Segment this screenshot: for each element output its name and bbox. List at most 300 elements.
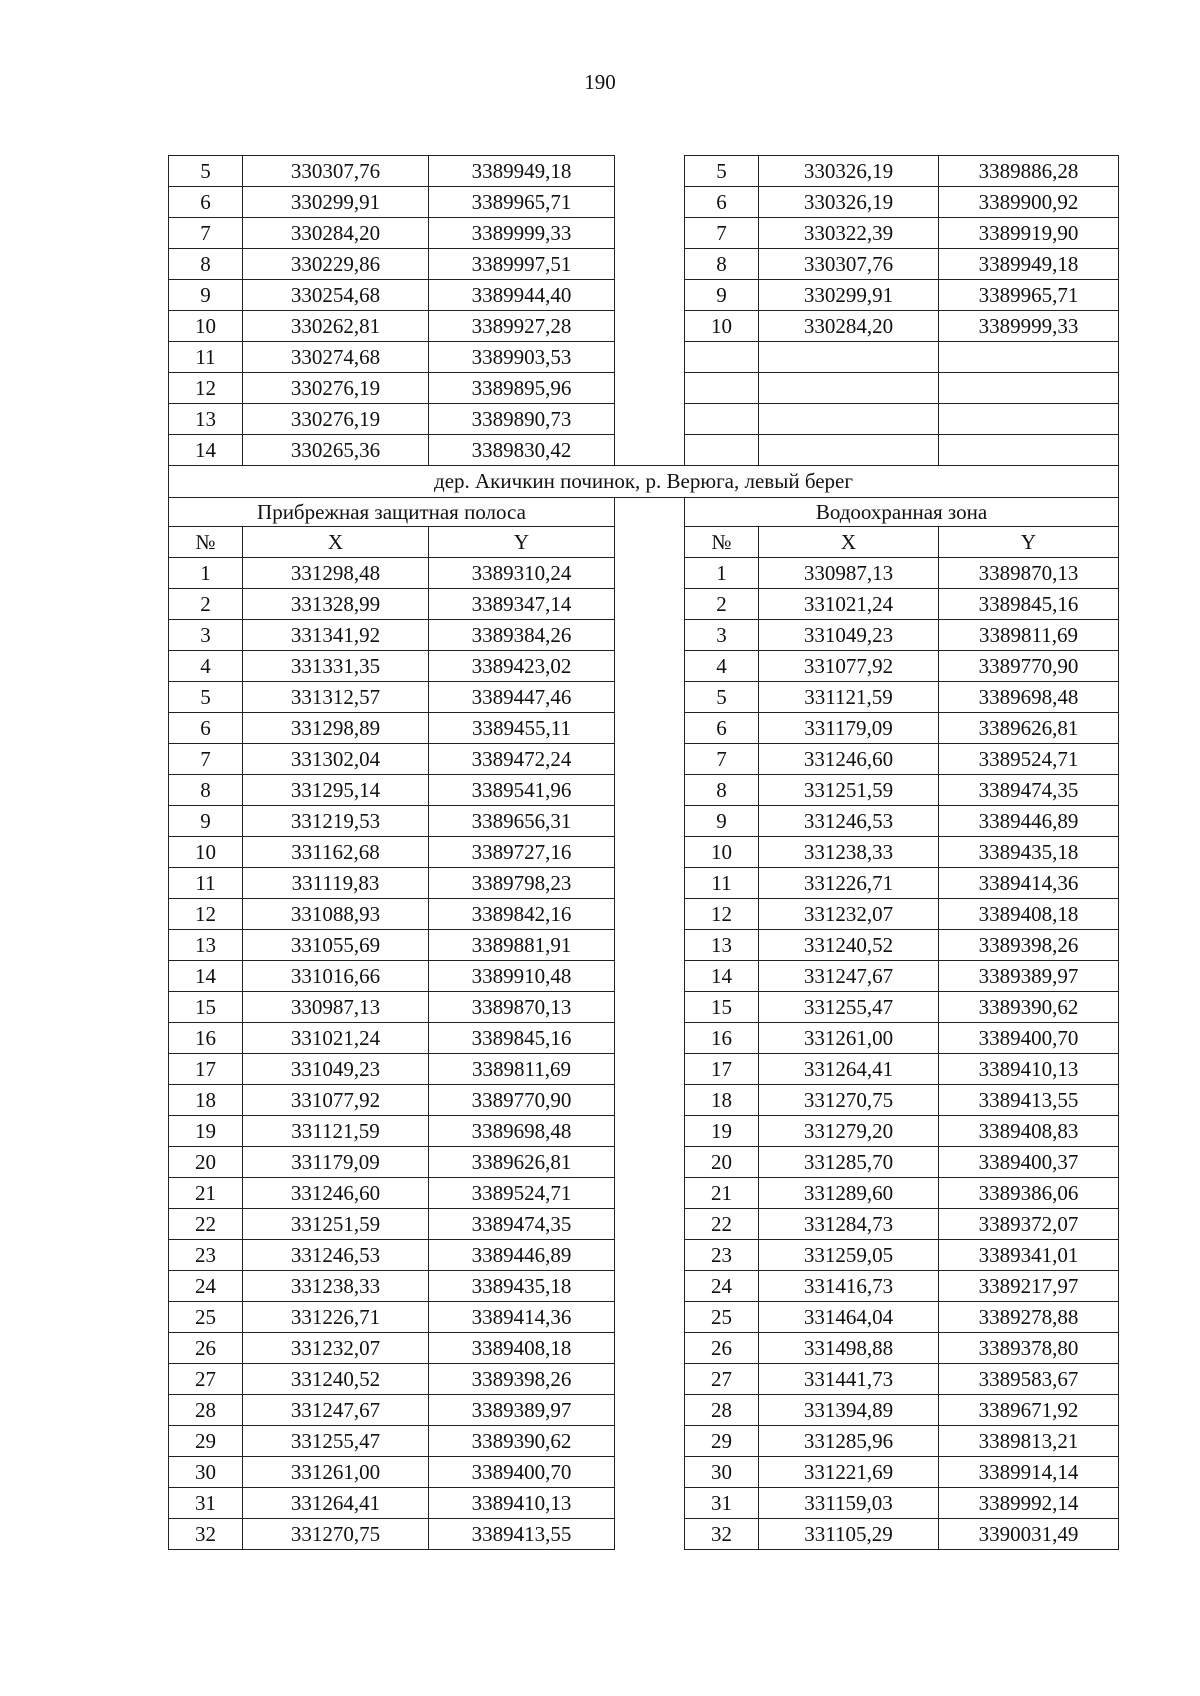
right-point-number: 5 <box>685 156 759 187</box>
table-gap <box>615 682 685 713</box>
left-x-coordinate: 331295,14 <box>243 775 429 806</box>
left-point-number: 15 <box>169 992 243 1023</box>
left-point-number: 26 <box>169 1333 243 1364</box>
table-gap <box>615 1488 685 1519</box>
table-gap <box>615 1240 685 1271</box>
left-point-number: 6 <box>169 713 243 744</box>
right-y-coordinate: 3389386,06 <box>939 1178 1119 1209</box>
left-y-coordinate: 3389870,13 <box>429 992 615 1023</box>
right-y-coordinate: 3389583,67 <box>939 1364 1119 1395</box>
table-gap <box>615 899 685 930</box>
left-point-number: 8 <box>169 775 243 806</box>
left-x-coordinate: 331232,07 <box>243 1333 429 1364</box>
right-point-number <box>685 342 759 373</box>
table-row <box>169 373 1119 404</box>
left-point-number: 16 <box>169 1023 243 1054</box>
left-point-number: 7 <box>169 218 243 249</box>
left-y-coordinate: 3389842,16 <box>429 899 615 930</box>
table-gap <box>615 620 685 651</box>
right-point-number: 29 <box>685 1426 759 1457</box>
table-gap <box>615 435 685 466</box>
left-y-coordinate: 3389881,91 <box>429 930 615 961</box>
left-col-x: X <box>243 527 429 558</box>
table-row <box>169 342 1119 373</box>
left-y-coordinate: 3389626,81 <box>429 1147 615 1178</box>
right-heading: Водоохранная зона <box>685 498 1119 527</box>
left-y-coordinate: 3389910,48 <box>429 961 615 992</box>
left-y-coordinate: 3389949,18 <box>429 156 615 187</box>
left-y-coordinate: 3389656,31 <box>429 806 615 837</box>
table-row <box>169 1395 1119 1426</box>
right-y-coordinate: 3389886,28 <box>939 156 1119 187</box>
table-row <box>169 1519 1119 1550</box>
right-y-coordinate: 3389414,36 <box>939 868 1119 899</box>
coordinates-table <box>168 155 1119 1550</box>
left-x-coordinate: 331251,59 <box>243 1209 429 1240</box>
table-row <box>169 1085 1119 1116</box>
table-gap <box>615 651 685 682</box>
table-row <box>169 187 1119 218</box>
left-y-coordinate: 3389944,40 <box>429 280 615 311</box>
right-point-number: 4 <box>685 651 759 682</box>
right-x-coordinate: 331240,52 <box>759 930 939 961</box>
right-y-coordinate: 3389278,88 <box>939 1302 1119 1333</box>
table-gap <box>615 498 685 527</box>
right-x-coordinate <box>759 404 939 435</box>
right-point-number: 8 <box>685 249 759 280</box>
table-row <box>169 682 1119 713</box>
left-x-coordinate: 331246,53 <box>243 1240 429 1271</box>
table-row <box>169 930 1119 961</box>
table-gap <box>615 775 685 806</box>
left-point-number: 27 <box>169 1364 243 1395</box>
table-gap <box>615 1116 685 1147</box>
right-x-coordinate: 331246,60 <box>759 744 939 775</box>
right-y-coordinate: 3389474,35 <box>939 775 1119 806</box>
left-x-coordinate: 330254,68 <box>243 280 429 311</box>
left-point-number: 4 <box>169 651 243 682</box>
left-y-coordinate: 3389398,26 <box>429 1364 615 1395</box>
right-point-number: 27 <box>685 1364 759 1395</box>
right-x-coordinate: 331259,05 <box>759 1240 939 1271</box>
table-gap <box>615 249 685 280</box>
left-y-coordinate: 3389410,13 <box>429 1488 615 1519</box>
table-row <box>169 311 1119 342</box>
table-row <box>169 1240 1119 1271</box>
table-row <box>169 1426 1119 1457</box>
right-y-coordinate: 3389811,69 <box>939 620 1119 651</box>
left-x-coordinate: 330276,19 <box>243 404 429 435</box>
right-point-number: 9 <box>685 806 759 837</box>
left-y-coordinate: 3389400,70 <box>429 1457 615 1488</box>
right-x-coordinate <box>759 342 939 373</box>
left-x-coordinate: 331246,60 <box>243 1178 429 1209</box>
left-y-coordinate: 3389408,18 <box>429 1333 615 1364</box>
table-gap <box>615 558 685 589</box>
right-y-coordinate: 3389965,71 <box>939 280 1119 311</box>
left-x-coordinate: 331240,52 <box>243 1364 429 1395</box>
table-gap <box>615 373 685 404</box>
right-x-coordinate: 331251,59 <box>759 775 939 806</box>
right-y-coordinate: 3389992,14 <box>939 1488 1119 1519</box>
table-gap <box>615 187 685 218</box>
table-row <box>169 1178 1119 1209</box>
table-row <box>169 1054 1119 1085</box>
left-y-coordinate: 3389435,18 <box>429 1271 615 1302</box>
table-row <box>169 558 1119 589</box>
table-gap <box>615 1178 685 1209</box>
table-row <box>169 651 1119 682</box>
right-y-coordinate: 3389217,97 <box>939 1271 1119 1302</box>
right-y-coordinate <box>939 404 1119 435</box>
table-gap <box>615 589 685 620</box>
right-point-number: 23 <box>685 1240 759 1271</box>
right-y-coordinate: 3389413,55 <box>939 1085 1119 1116</box>
left-point-number: 18 <box>169 1085 243 1116</box>
right-x-coordinate: 331246,53 <box>759 806 939 837</box>
table-gap <box>615 1209 685 1240</box>
table-gap <box>615 1426 685 1457</box>
right-y-coordinate: 3389999,33 <box>939 311 1119 342</box>
right-x-coordinate: 330299,91 <box>759 280 939 311</box>
left-point-number: 28 <box>169 1395 243 1426</box>
left-y-coordinate: 3389965,71 <box>429 187 615 218</box>
right-x-coordinate: 331285,96 <box>759 1426 939 1457</box>
table-row <box>169 837 1119 868</box>
left-x-coordinate: 330987,13 <box>243 992 429 1023</box>
left-y-coordinate: 3389347,14 <box>429 589 615 620</box>
table-row <box>169 775 1119 806</box>
left-x-coordinate: 331312,57 <box>243 682 429 713</box>
left-y-coordinate: 3389927,28 <box>429 311 615 342</box>
left-point-number: 9 <box>169 806 243 837</box>
right-x-coordinate: 330326,19 <box>759 156 939 187</box>
right-y-coordinate: 3389671,92 <box>939 1395 1119 1426</box>
right-y-coordinate <box>939 435 1119 466</box>
right-point-number: 31 <box>685 1488 759 1519</box>
table-row <box>169 1457 1119 1488</box>
table-row <box>169 1271 1119 1302</box>
right-point-number: 8 <box>685 775 759 806</box>
left-x-coordinate: 331328,99 <box>243 589 429 620</box>
left-x-coordinate: 330307,76 <box>243 156 429 187</box>
left-point-number: 3 <box>169 620 243 651</box>
right-x-coordinate: 331105,29 <box>759 1519 939 1550</box>
right-y-coordinate: 3389408,18 <box>939 899 1119 930</box>
right-point-number: 1 <box>685 558 759 589</box>
right-point-number: 25 <box>685 1302 759 1333</box>
left-point-number: 14 <box>169 961 243 992</box>
top-block <box>169 156 1119 466</box>
left-x-coordinate: 330299,91 <box>243 187 429 218</box>
section-title: дер. Акичкин починок, р. Верюга, левый берег <box>169 466 1119 498</box>
table-row <box>169 961 1119 992</box>
left-y-coordinate: 3389524,71 <box>429 1178 615 1209</box>
left-x-coordinate: 331119,83 <box>243 868 429 899</box>
left-y-coordinate: 3389845,16 <box>429 1023 615 1054</box>
left-x-coordinate: 330262,81 <box>243 311 429 342</box>
right-point-number: 26 <box>685 1333 759 1364</box>
left-point-number: 31 <box>169 1488 243 1519</box>
left-point-number: 30 <box>169 1457 243 1488</box>
right-x-coordinate <box>759 373 939 404</box>
right-point-number: 2 <box>685 589 759 620</box>
table-row <box>169 1333 1119 1364</box>
left-x-coordinate: 330274,68 <box>243 342 429 373</box>
left-x-coordinate: 331331,35 <box>243 651 429 682</box>
table-row <box>169 1488 1119 1519</box>
right-y-coordinate <box>939 373 1119 404</box>
right-point-number: 15 <box>685 992 759 1023</box>
right-y-coordinate <box>939 342 1119 373</box>
right-point-number: 22 <box>685 1209 759 1240</box>
table-gap <box>615 1302 685 1333</box>
left-x-coordinate: 330276,19 <box>243 373 429 404</box>
left-col-number: № <box>169 527 243 558</box>
right-x-coordinate: 331021,24 <box>759 589 939 620</box>
left-point-number: 23 <box>169 1240 243 1271</box>
right-x-coordinate: 331441,73 <box>759 1364 939 1395</box>
left-point-number: 5 <box>169 682 243 713</box>
table-gap <box>615 404 685 435</box>
left-y-coordinate: 3389384,26 <box>429 620 615 651</box>
right-x-coordinate: 331159,03 <box>759 1488 939 1519</box>
right-x-coordinate: 331121,59 <box>759 682 939 713</box>
right-y-coordinate: 3389698,48 <box>939 682 1119 713</box>
right-x-coordinate: 330987,13 <box>759 558 939 589</box>
left-y-coordinate: 3389455,11 <box>429 713 615 744</box>
left-y-coordinate: 3389895,96 <box>429 373 615 404</box>
right-y-coordinate: 3389919,90 <box>939 218 1119 249</box>
left-y-coordinate: 3389541,96 <box>429 775 615 806</box>
right-col-number: № <box>685 527 759 558</box>
left-point-number: 22 <box>169 1209 243 1240</box>
table-gap <box>615 156 685 187</box>
table-row <box>169 589 1119 620</box>
table-row <box>169 899 1119 930</box>
table-gap <box>615 744 685 775</box>
bottom-block <box>169 558 1119 1550</box>
right-point-number: 30 <box>685 1457 759 1488</box>
left-y-coordinate: 3389414,36 <box>429 1302 615 1333</box>
table-row <box>169 1023 1119 1054</box>
left-x-coordinate: 330265,36 <box>243 435 429 466</box>
left-point-number: 10 <box>169 837 243 868</box>
left-y-coordinate: 3389890,73 <box>429 404 615 435</box>
left-y-coordinate: 3389798,23 <box>429 868 615 899</box>
left-x-coordinate: 331121,59 <box>243 1116 429 1147</box>
right-point-number: 12 <box>685 899 759 930</box>
left-x-coordinate: 331077,92 <box>243 1085 429 1116</box>
left-y-coordinate: 3389997,51 <box>429 249 615 280</box>
right-point-number: 10 <box>685 837 759 868</box>
left-point-number: 8 <box>169 249 243 280</box>
right-x-coordinate: 330307,76 <box>759 249 939 280</box>
right-y-coordinate: 3389524,71 <box>939 744 1119 775</box>
left-y-coordinate: 3389698,48 <box>429 1116 615 1147</box>
right-y-coordinate: 3389389,97 <box>939 961 1119 992</box>
left-point-number: 10 <box>169 311 243 342</box>
table-gap <box>615 1519 685 1550</box>
right-point-number: 20 <box>685 1147 759 1178</box>
table-row <box>169 156 1119 187</box>
right-x-coordinate: 331221,69 <box>759 1457 939 1488</box>
right-point-number: 11 <box>685 868 759 899</box>
left-x-coordinate: 331088,93 <box>243 899 429 930</box>
left-y-coordinate: 3389811,69 <box>429 1054 615 1085</box>
left-point-number: 2 <box>169 589 243 620</box>
right-y-coordinate: 3389770,90 <box>939 651 1119 682</box>
right-point-number: 16 <box>685 1023 759 1054</box>
left-point-number: 12 <box>169 373 243 404</box>
left-point-number: 13 <box>169 930 243 961</box>
left-point-number: 11 <box>169 342 243 373</box>
table-gap <box>615 311 685 342</box>
right-y-coordinate: 3389900,92 <box>939 187 1119 218</box>
right-x-coordinate: 331279,20 <box>759 1116 939 1147</box>
table-gap <box>615 1364 685 1395</box>
right-point-number: 24 <box>685 1271 759 1302</box>
right-point-number: 10 <box>685 311 759 342</box>
left-y-coordinate: 3389903,53 <box>429 342 615 373</box>
right-y-coordinate: 3389446,89 <box>939 806 1119 837</box>
left-point-number: 24 <box>169 1271 243 1302</box>
left-point-number: 17 <box>169 1054 243 1085</box>
left-x-coordinate: 331298,89 <box>243 713 429 744</box>
left-y-coordinate: 3389727,16 <box>429 837 615 868</box>
table-row <box>169 280 1119 311</box>
table-gap <box>615 1395 685 1426</box>
table-row <box>169 1116 1119 1147</box>
right-y-coordinate: 3389626,81 <box>939 713 1119 744</box>
left-y-coordinate: 3389310,24 <box>429 558 615 589</box>
right-x-coordinate: 331049,23 <box>759 620 939 651</box>
left-point-number: 14 <box>169 435 243 466</box>
right-point-number: 18 <box>685 1085 759 1116</box>
right-point-number: 14 <box>685 961 759 992</box>
right-point-number: 7 <box>685 218 759 249</box>
left-x-coordinate: 330284,20 <box>243 218 429 249</box>
table-row <box>169 435 1119 466</box>
left-y-coordinate: 3389447,46 <box>429 682 615 713</box>
right-x-coordinate: 331179,09 <box>759 713 939 744</box>
section-header <box>169 466 1119 558</box>
left-point-number: 25 <box>169 1302 243 1333</box>
right-y-coordinate: 3389378,80 <box>939 1333 1119 1364</box>
left-x-coordinate: 331226,71 <box>243 1302 429 1333</box>
right-y-coordinate: 3389845,16 <box>939 589 1119 620</box>
right-point-number: 5 <box>685 682 759 713</box>
table-row <box>169 992 1119 1023</box>
table-row <box>169 1209 1119 1240</box>
right-point-number: 19 <box>685 1116 759 1147</box>
right-y-coordinate: 3389813,21 <box>939 1426 1119 1457</box>
right-y-coordinate: 3389870,13 <box>939 558 1119 589</box>
right-x-coordinate: 331077,92 <box>759 651 939 682</box>
right-y-coordinate: 3389914,14 <box>939 1457 1119 1488</box>
table-gap <box>615 1054 685 1085</box>
left-x-coordinate: 331255,47 <box>243 1426 429 1457</box>
table-gap <box>615 218 685 249</box>
table-row <box>169 620 1119 651</box>
left-col-y: Y <box>429 527 615 558</box>
left-x-coordinate: 331055,69 <box>243 930 429 961</box>
left-x-coordinate: 331016,66 <box>243 961 429 992</box>
right-x-coordinate: 331264,41 <box>759 1054 939 1085</box>
left-point-number: 32 <box>169 1519 243 1550</box>
table-gap <box>615 1271 685 1302</box>
right-x-coordinate: 331498,88 <box>759 1333 939 1364</box>
right-y-coordinate: 3389390,62 <box>939 992 1119 1023</box>
right-x-coordinate: 331270,75 <box>759 1085 939 1116</box>
left-y-coordinate: 3389474,35 <box>429 1209 615 1240</box>
right-x-coordinate: 330284,20 <box>759 311 939 342</box>
left-point-number: 12 <box>169 899 243 930</box>
left-x-coordinate: 330229,86 <box>243 249 429 280</box>
left-x-coordinate: 331021,24 <box>243 1023 429 1054</box>
right-x-coordinate: 331247,67 <box>759 961 939 992</box>
left-point-number: 6 <box>169 187 243 218</box>
right-y-coordinate: 3389372,07 <box>939 1209 1119 1240</box>
left-point-number: 20 <box>169 1147 243 1178</box>
right-y-coordinate: 3389410,13 <box>939 1054 1119 1085</box>
table-gap <box>615 806 685 837</box>
left-x-coordinate: 331264,41 <box>243 1488 429 1519</box>
table-gap <box>615 1085 685 1116</box>
page-number: 190 <box>584 70 616 94</box>
table-row <box>169 249 1119 280</box>
right-point-number: 3 <box>685 620 759 651</box>
table-row <box>169 1302 1119 1333</box>
right-point-number <box>685 373 759 404</box>
table-gap <box>615 713 685 744</box>
table-gap <box>615 1457 685 1488</box>
table-gap <box>615 1333 685 1364</box>
right-y-coordinate: 3389435,18 <box>939 837 1119 868</box>
left-y-coordinate: 3389390,62 <box>429 1426 615 1457</box>
right-y-coordinate: 3389398,26 <box>939 930 1119 961</box>
right-point-number: 6 <box>685 187 759 218</box>
left-point-number: 5 <box>169 156 243 187</box>
table-gap <box>615 527 685 558</box>
right-col-y: Y <box>939 527 1119 558</box>
right-x-coordinate: 330322,39 <box>759 218 939 249</box>
right-x-coordinate: 330326,19 <box>759 187 939 218</box>
left-x-coordinate: 331302,04 <box>243 744 429 775</box>
left-point-number: 29 <box>169 1426 243 1457</box>
right-x-coordinate <box>759 435 939 466</box>
left-x-coordinate: 331270,75 <box>243 1519 429 1550</box>
right-point-number: 17 <box>685 1054 759 1085</box>
table-gap <box>615 868 685 899</box>
left-x-coordinate: 331341,92 <box>243 620 429 651</box>
right-point-number: 7 <box>685 744 759 775</box>
right-y-coordinate: 3390031,49 <box>939 1519 1119 1550</box>
right-y-coordinate: 3389341,01 <box>939 1240 1119 1271</box>
table-row <box>169 1364 1119 1395</box>
right-x-coordinate: 331255,47 <box>759 992 939 1023</box>
table-row <box>169 744 1119 775</box>
right-x-coordinate: 331238,33 <box>759 837 939 868</box>
right-x-coordinate: 331232,07 <box>759 899 939 930</box>
left-y-coordinate: 3389999,33 <box>429 218 615 249</box>
left-y-coordinate: 3389770,90 <box>429 1085 615 1116</box>
right-y-coordinate: 3389400,70 <box>939 1023 1119 1054</box>
left-point-number: 7 <box>169 744 243 775</box>
right-x-coordinate: 331226,71 <box>759 868 939 899</box>
left-point-number: 11 <box>169 868 243 899</box>
left-y-coordinate: 3389472,24 <box>429 744 615 775</box>
